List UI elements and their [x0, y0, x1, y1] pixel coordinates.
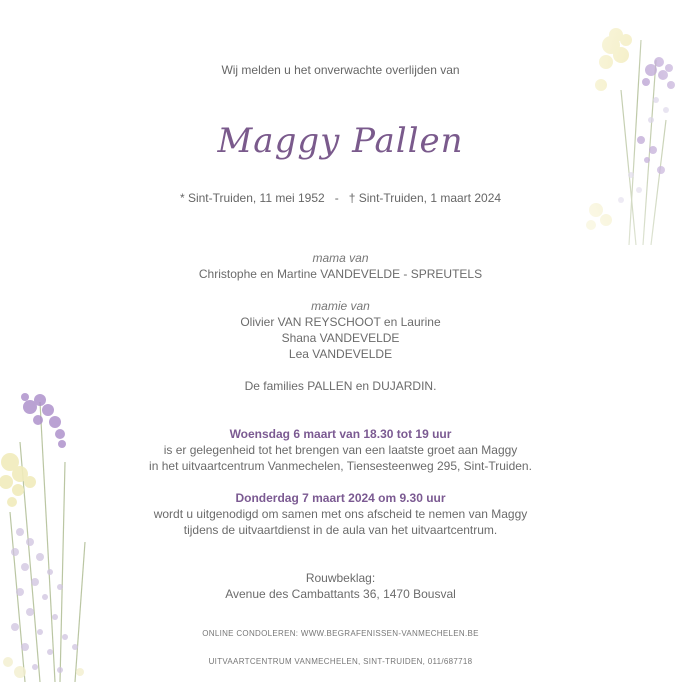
children-names: Christophe en Martine VANDEVELDE - SPREUTELS: [198, 267, 483, 281]
grandchild-name: Olivier VAN REYSCHOOT en Laurine: [240, 315, 441, 329]
funeral-heading: Donderdag 7 maart 2024 om 9.30 uur: [235, 491, 446, 505]
birth-date: * Sint-Truiden, 11 mei 1952: [179, 191, 325, 205]
families-text: De families PALLEN en DUJARDIN.: [244, 379, 437, 393]
date-separator: -: [334, 191, 339, 205]
intro-text: Wij melden u het onverwachte overlijden van: [221, 63, 460, 77]
visit-heading: Woensdag 6 maart van 18.30 tot 19 uur: [229, 427, 452, 441]
visit-line: in het uitvaartcentrum Vanmechelen, Tiensesteenweg 295, Sint-Truiden.: [149, 459, 532, 473]
online-condolences-link[interactable]: ONLINE CONDOLEREN: WWW.BEGRAFENISSEN-VANMECHELEN.BE: [202, 629, 479, 638]
funeral-line: tijdens de uitvaartdienst in de aula van het uitvaartcentrum.: [183, 523, 498, 537]
death-date: † Sint-Truiden, 1 maart 2024: [348, 191, 502, 205]
birth-death-dates: [0, 190, 681, 206]
deceased-name: Maggy Pallen: [217, 121, 464, 161]
rouwbeklag-label: Rouwbeklag:: [305, 571, 376, 585]
visit-line: is er gelegenheid tot het brengen van een laatste groet aan Maggy: [163, 443, 518, 457]
mamie-label: mamie van: [311, 299, 370, 313]
grandchild-name: Shana VANDEVELDE: [281, 331, 400, 345]
mama-label: mama van: [312, 251, 369, 265]
funeral-home-info: UITVAARTCENTRUM VANMECHELEN, SINT-TRUIDEN, 011/687718: [208, 657, 473, 666]
funeral-line: wordt u uitgenodigd om samen met ons afscheid te nemen van Maggy: [153, 507, 528, 521]
rouwbeklag-address: Avenue des Cambattants 36, 1470 Bousval: [225, 587, 456, 601]
grandchild-name: Lea VANDEVELDE: [288, 347, 393, 361]
